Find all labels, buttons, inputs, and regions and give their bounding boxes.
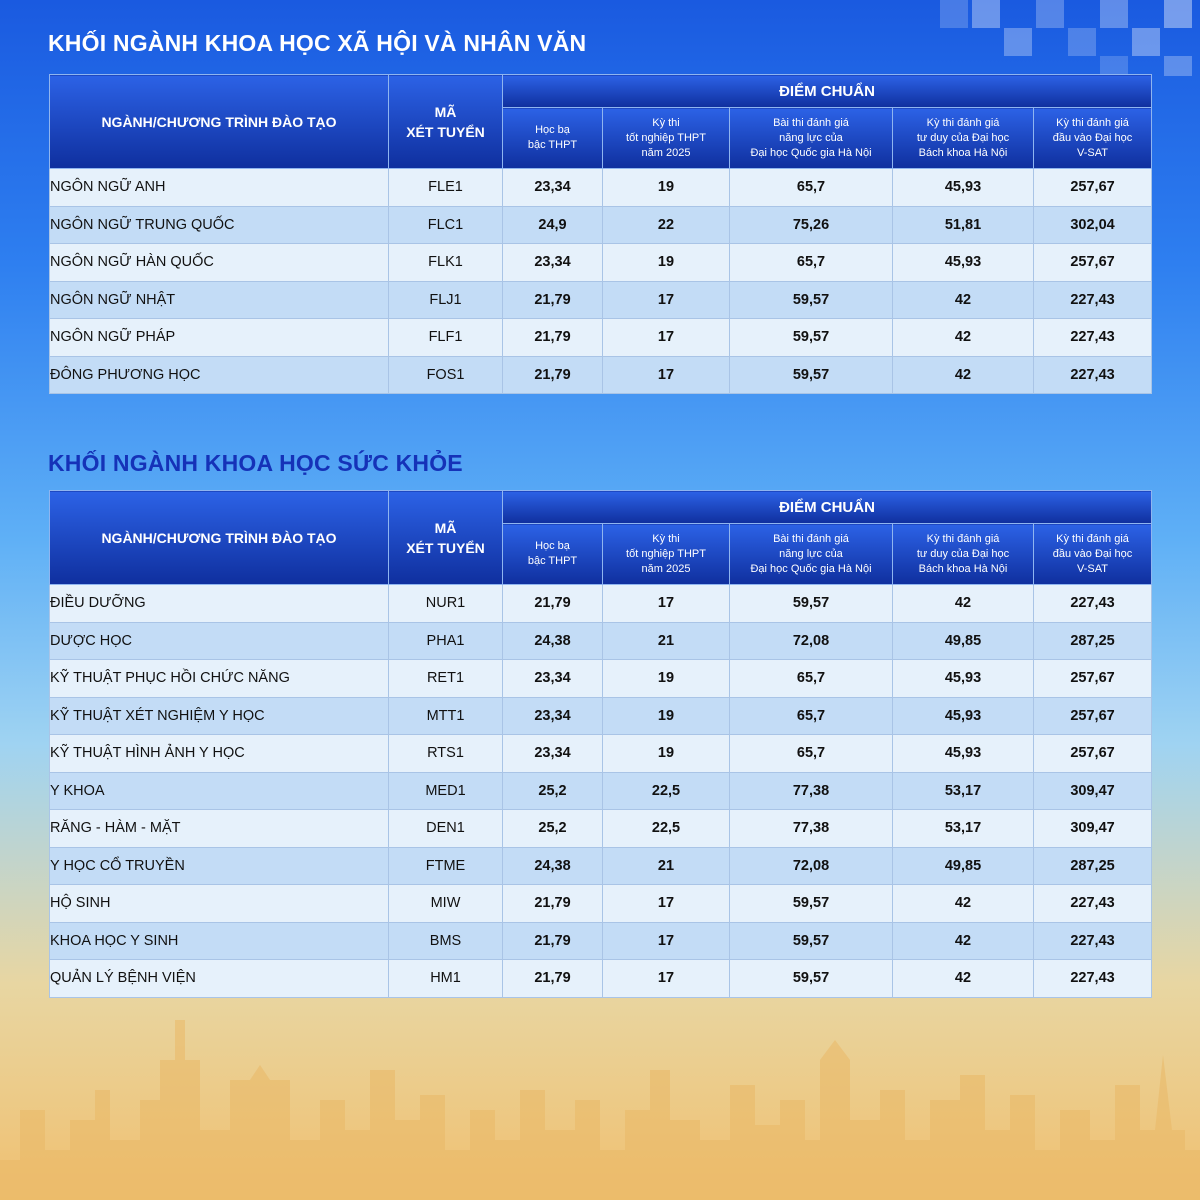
score-cell: 17	[603, 585, 730, 623]
decor-square	[1100, 0, 1128, 28]
score-cell: 42	[893, 885, 1034, 923]
program-name: KỸ THUẬT HÌNH ẢNH Y HỌC	[50, 735, 389, 773]
decor-square	[972, 0, 1000, 28]
score-cell: 257,67	[1034, 697, 1152, 735]
decor-square	[1004, 28, 1032, 56]
program-name: NGÔN NGỮ ANH	[50, 169, 389, 207]
score-cell: 17	[603, 960, 730, 998]
table-row	[50, 772, 1152, 810]
score-cell: 21,79	[503, 960, 603, 998]
score-cell: 302,04	[1034, 206, 1152, 244]
score-cell: 23,34	[503, 735, 603, 773]
program-name: NGÔN NGỮ NHẬT	[50, 281, 389, 319]
score-cell: 21,79	[503, 356, 603, 394]
score-cell: 227,43	[1034, 885, 1152, 923]
column-header-score: Kỳ thi tốt nghiệp THPT năm 2025	[603, 108, 730, 169]
score-cell: 23,34	[503, 697, 603, 735]
score-cell: 19	[603, 244, 730, 282]
column-header-score: Kỳ thi đánh giá tư duy của Đại học Bách khoa Hà Nội	[893, 524, 1034, 585]
program-name: RĂNG - HÀM - MẶT	[50, 810, 389, 848]
column-header-major: NGÀNH/CHƯƠNG TRÌNH ĐÀO TẠO	[50, 75, 389, 169]
table-row	[50, 281, 1152, 319]
score-cell: 257,67	[1034, 244, 1152, 282]
score-cell: 227,43	[1034, 319, 1152, 357]
column-group-header: ĐIỂM CHUẨN	[503, 491, 1152, 524]
score-cell: 24,38	[503, 622, 603, 660]
score-cell: 25,2	[503, 772, 603, 810]
column-group-header: ĐIỂM CHUẨN	[503, 75, 1152, 108]
column-header-major: NGÀNH/CHƯƠNG TRÌNH ĐÀO TẠO	[50, 491, 389, 585]
score-cell: 227,43	[1034, 922, 1152, 960]
table-row	[50, 585, 1152, 623]
table-row	[50, 810, 1152, 848]
score-cell: 309,47	[1034, 810, 1152, 848]
score-cell: 21	[603, 847, 730, 885]
decor-square	[1068, 28, 1096, 56]
score-cell: 23,34	[503, 244, 603, 282]
table-row	[50, 847, 1152, 885]
score-table	[49, 490, 1152, 998]
table-body	[50, 169, 1152, 394]
score-cell: 19	[603, 697, 730, 735]
score-cell: 42	[893, 585, 1034, 623]
admission-code: PHA1	[389, 622, 503, 660]
score-cell: 42	[893, 356, 1034, 394]
program-name: KỸ THUẬT XÉT NGHIỆM Y HỌC	[50, 697, 389, 735]
admission-code: FLE1	[389, 169, 503, 207]
score-cell: 22,5	[603, 810, 730, 848]
program-name: KỸ THUẬT PHỤC HỒI CHỨC NĂNG	[50, 660, 389, 698]
score-cell: 21,79	[503, 319, 603, 357]
admission-code: RET1	[389, 660, 503, 698]
score-cell: 53,17	[893, 810, 1034, 848]
score-cell: 72,08	[730, 622, 893, 660]
admission-code: HM1	[389, 960, 503, 998]
score-cell: 59,57	[730, 319, 893, 357]
table-row	[50, 660, 1152, 698]
program-name: NGÔN NGỮ PHÁP	[50, 319, 389, 357]
score-cell: 75,26	[730, 206, 893, 244]
score-cell: 257,67	[1034, 660, 1152, 698]
score-cell: 42	[893, 319, 1034, 357]
score-cell: 19	[603, 735, 730, 773]
city-skyline	[0, 1000, 1200, 1200]
decor-square	[1164, 56, 1192, 76]
score-cell: 45,93	[893, 169, 1034, 207]
score-cell: 22	[603, 206, 730, 244]
table-row	[50, 922, 1152, 960]
score-cell: 45,93	[893, 735, 1034, 773]
column-header-code: MÃ XÉT TUYỂN	[389, 75, 503, 169]
program-name: QUẢN LÝ BỆNH VIỆN	[50, 960, 389, 998]
program-name: HỘ SINH	[50, 885, 389, 923]
table-body	[50, 585, 1152, 998]
decor-square	[940, 0, 968, 28]
score-cell: 59,57	[730, 356, 893, 394]
program-name: Y KHOA	[50, 772, 389, 810]
column-header-score: Kỳ thi đánh giá đầu vào Đại học V-SAT	[1034, 524, 1152, 585]
score-cell: 21,79	[503, 585, 603, 623]
decor-square	[1036, 0, 1064, 28]
column-header-score: Học bạ bậc THPT	[503, 108, 603, 169]
column-header-score: Bài thi đánh giá năng lực của Đại học Quốc gia Hà Nội	[730, 524, 893, 585]
decor-square	[1164, 0, 1192, 28]
score-cell: 257,67	[1034, 169, 1152, 207]
score-cell: 227,43	[1034, 281, 1152, 319]
admission-code: RTS1	[389, 735, 503, 773]
table-row	[50, 206, 1152, 244]
table-row	[50, 622, 1152, 660]
score-cell: 59,57	[730, 960, 893, 998]
score-cell: 227,43	[1034, 960, 1152, 998]
admission-code: BMS	[389, 922, 503, 960]
admission-code: FLJ1	[389, 281, 503, 319]
score-cell: 77,38	[730, 772, 893, 810]
score-cell: 309,47	[1034, 772, 1152, 810]
score-cell: 65,7	[730, 660, 893, 698]
score-cell: 21	[603, 622, 730, 660]
score-cell: 227,43	[1034, 356, 1152, 394]
score-cell: 17	[603, 281, 730, 319]
score-cell: 287,25	[1034, 847, 1152, 885]
column-header-score: Kỳ thi tốt nghiệp THPT năm 2025	[603, 524, 730, 585]
score-cell: 65,7	[730, 244, 893, 282]
table-row	[50, 960, 1152, 998]
score-cell: 45,93	[893, 244, 1034, 282]
score-cell: 65,7	[730, 735, 893, 773]
program-name: ĐIỀU DƯỠNG	[50, 585, 389, 623]
score-cell: 53,17	[893, 772, 1034, 810]
program-name: ĐÔNG PHƯƠNG HỌC	[50, 356, 389, 394]
admission-code: FOS1	[389, 356, 503, 394]
admission-code: NUR1	[389, 585, 503, 623]
table-row	[50, 356, 1152, 394]
section-title: KHỐI NGÀNH KHOA HỌC XÃ HỘI VÀ NHÂN VĂN	[48, 30, 587, 56]
score-cell: 17	[603, 356, 730, 394]
score-cell: 24,38	[503, 847, 603, 885]
score-cell: 23,34	[503, 169, 603, 207]
score-cell: 25,2	[503, 810, 603, 848]
score-cell: 59,57	[730, 885, 893, 923]
admission-code: FLK1	[389, 244, 503, 282]
score-cell: 21,79	[503, 885, 603, 923]
score-cell: 65,7	[730, 697, 893, 735]
score-cell: 59,57	[730, 922, 893, 960]
table-row	[50, 244, 1152, 282]
column-header-score: Bài thi đánh giá năng lực của Đại học Quốc gia Hà Nội	[730, 108, 893, 169]
column-header-score: Kỳ thi đánh giá đầu vào Đại học V-SAT	[1034, 108, 1152, 169]
score-cell: 19	[603, 660, 730, 698]
score-cell: 17	[603, 885, 730, 923]
score-cell: 51,81	[893, 206, 1034, 244]
score-cell: 17	[603, 319, 730, 357]
program-name: Y HỌC CỔ TRUYỀN	[50, 847, 389, 885]
score-cell: 42	[893, 922, 1034, 960]
table-row	[50, 885, 1152, 923]
admission-code: FTME	[389, 847, 503, 885]
admission-code: MIW	[389, 885, 503, 923]
score-table	[49, 74, 1152, 394]
score-cell: 287,25	[1034, 622, 1152, 660]
table-row	[50, 169, 1152, 207]
decor-square	[1132, 28, 1160, 56]
score-cell: 19	[603, 169, 730, 207]
section-title: KHỐI NGÀNH KHOA HỌC SỨC KHỎE	[48, 450, 463, 476]
table-row	[50, 319, 1152, 357]
score-cell: 45,93	[893, 697, 1034, 735]
decor-square	[1100, 56, 1128, 76]
score-cell: 59,57	[730, 585, 893, 623]
score-cell: 42	[893, 960, 1034, 998]
score-cell: 45,93	[893, 660, 1034, 698]
score-cell: 72,08	[730, 847, 893, 885]
score-cell: 257,67	[1034, 735, 1152, 773]
table-row	[50, 735, 1152, 773]
score-cell: 42	[893, 281, 1034, 319]
admission-code: DEN1	[389, 810, 503, 848]
column-header-score: Học bạ bậc THPT	[503, 524, 603, 585]
score-cell: 49,85	[893, 622, 1034, 660]
admission-code: MED1	[389, 772, 503, 810]
admission-code: FLC1	[389, 206, 503, 244]
table-header	[50, 491, 1152, 585]
table-header	[50, 75, 1152, 169]
program-name: KHOA HỌC Y SINH	[50, 922, 389, 960]
admission-code: FLF1	[389, 319, 503, 357]
score-cell: 49,85	[893, 847, 1034, 885]
program-name: NGÔN NGỮ HÀN QUỐC	[50, 244, 389, 282]
score-cell: 59,57	[730, 281, 893, 319]
admission-code: MTT1	[389, 697, 503, 735]
score-cell: 21,79	[503, 922, 603, 960]
score-cell: 65,7	[730, 169, 893, 207]
column-header-score: Kỳ thi đánh giá tư duy của Đại học Bách khoa Hà Nội	[893, 108, 1034, 169]
score-cell: 77,38	[730, 810, 893, 848]
score-cell: 22,5	[603, 772, 730, 810]
score-cell: 24,9	[503, 206, 603, 244]
score-cell: 21,79	[503, 281, 603, 319]
score-cell: 17	[603, 922, 730, 960]
score-cell: 227,43	[1034, 585, 1152, 623]
program-name: NGÔN NGỮ TRUNG QUỐC	[50, 206, 389, 244]
column-header-code: MÃ XÉT TUYỂN	[389, 491, 503, 585]
table-row	[50, 697, 1152, 735]
score-cell: 23,34	[503, 660, 603, 698]
program-name: DƯỢC HỌC	[50, 622, 389, 660]
